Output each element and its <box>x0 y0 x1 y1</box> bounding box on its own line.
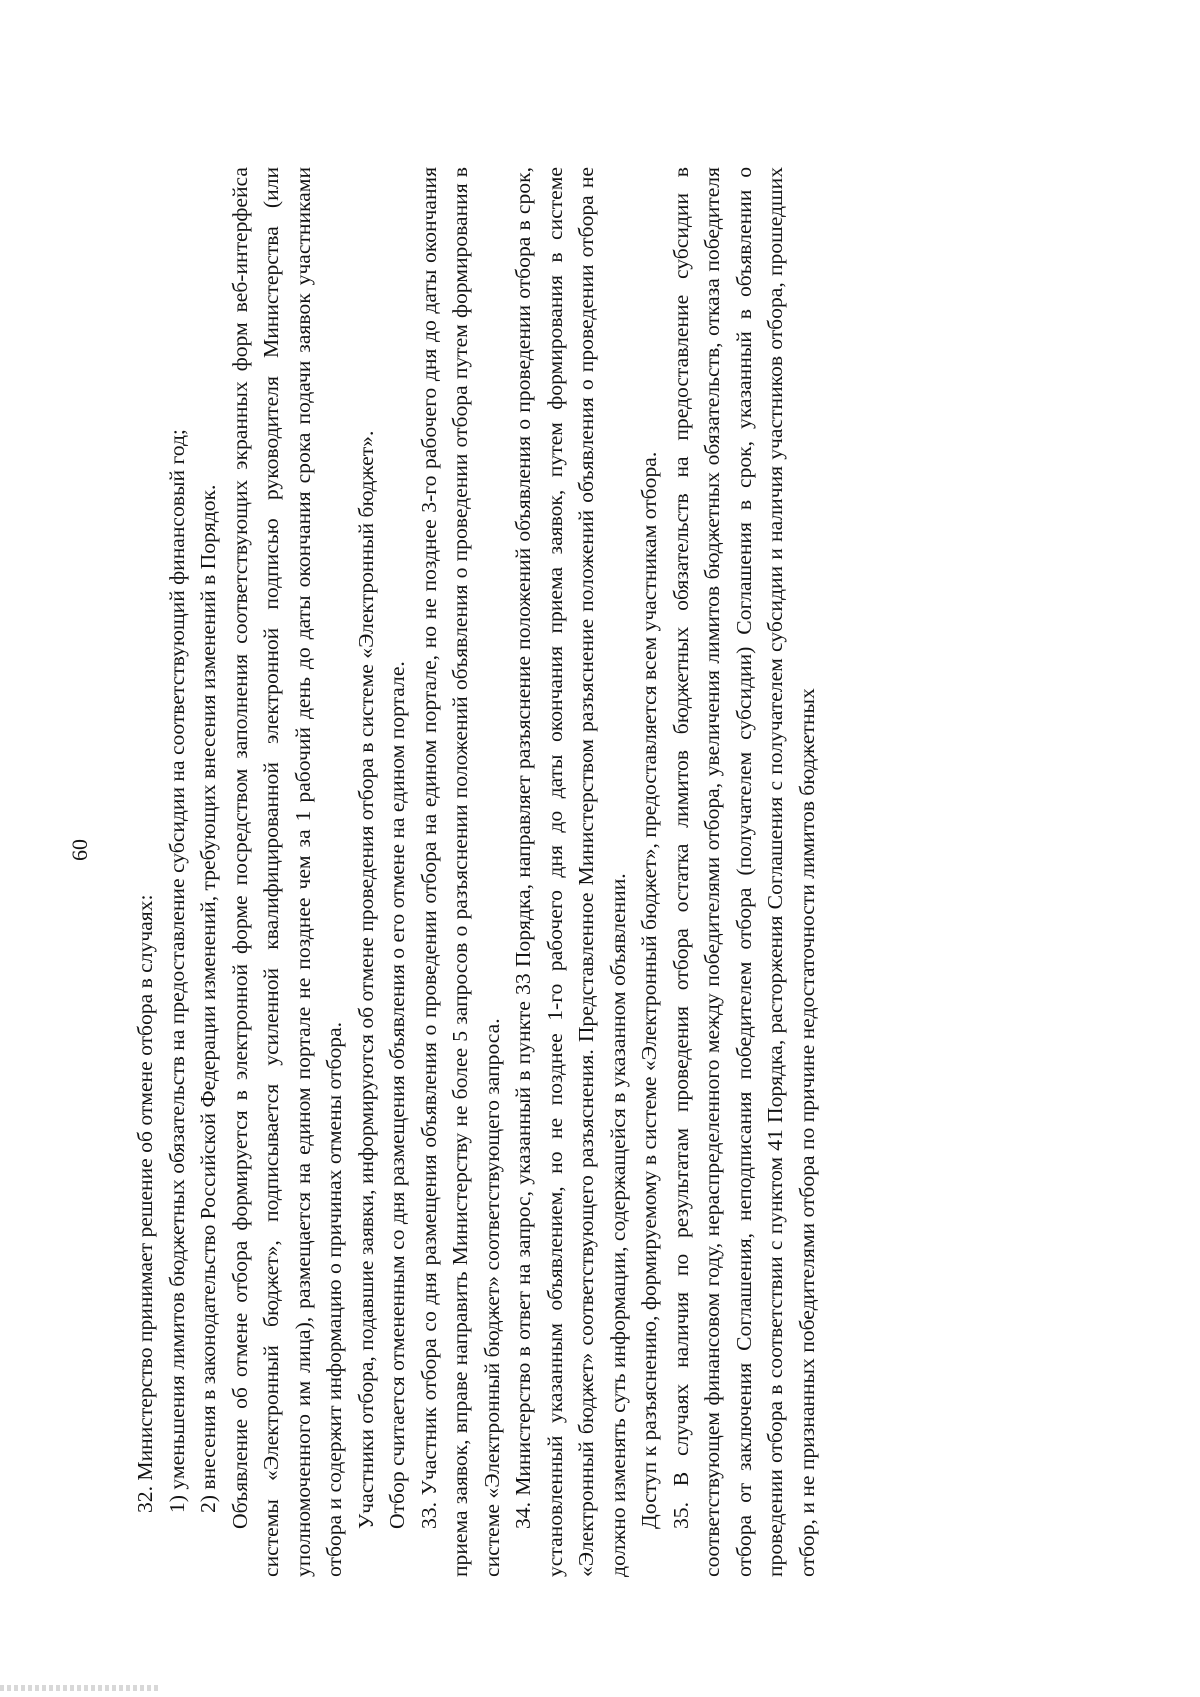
paragraph-selection-cancelled: Отбор считается отмененным со дня размещения объявления о его отмене на едином портале. <box>385 661 409 1529</box>
paragraph-32: 32. Министерство принимает решение об отмене отбора в случаях: <box>133 894 157 1513</box>
document-body <box>130 167 1130 1577</box>
scan-footer-mark <box>0 1685 160 1691</box>
paragraph-34: 34. Министерство в ответ на запрос, указанный в пункте 33 Порядка, направляет разъяснение положений объявления о проведении отбора в срок, установленный указанным объявлением, но не позднее 1-го рабочего дня до даты окончания приема заявок, путем формирования в системе «Электронный бюджет» соответствующего разъяснения. Представленное Министерством разъяснение положений объявления о проведении отбора не должно изменять суть информации, содержащейся в указанном объявлении. <box>511 167 630 1577</box>
paragraph-35: 35. В случаях наличия по результатам проведения отбора остатка лимитов бюджетных обязательств на предоставление субсидии в соответствующем финансовом году, нераспределенного между победителями отбора, увеличения лимитов бюджетных обязательств, отказа победителя отбора от заключения Соглашения, неподписания победителем отбора (получателем субсидии) Соглашения в срок, указанный в объявлении о проведении отбора в соответствии с пунктом 41 Порядка, расторжения Соглашения с получателем субсидии и наличия участников отбора, прошедших отбор, и не признанных победителями отбора по причине недостаточности лимитов бюджетных <box>668 167 819 1577</box>
paragraph-32-item-1: 1) уменьшения лимитов бюджетных обязательств на предоставление субсидии на соответствующий финансовый год; <box>164 429 189 1513</box>
paragraph-32-item-2: 2) внесения в законодательство Российской Федерации изменений, требующих внесения изменений в Порядок. <box>196 484 220 1513</box>
page-number: 60 <box>67 839 92 861</box>
paragraph-33: 33. Участник отбора со дня размещения объявления о проведении отбора на едином портале, но не позднее 3-го рабочего дня до даты окончания приема заявок, вправе направить Министерству не более 5 запросов о разъяснении положений объявления о проведении отбора путем формирования в системе «Электронный бюджет» соответствующего запроса. <box>416 167 504 1577</box>
paragraph-cancellation-notice: Объявление об отмене отбора формируется в электронной форме посредством заполнения соответствующих экранных форм веб-интерфейса системы «Электронный бюджет», подписывается усиленной квалифицированной электронной подписью руководителя Министерства (или уполномоченного им лица), размещается на едином портале не позднее чем за 1 рабочий день до даты окончания срока подачи заявок участниками отбора и содержит информацию о причинах отмены отбора. <box>227 167 346 1577</box>
paragraph-participants-informed: Участники отбора, подавшие заявки, информируются об отмене проведения отбора в системе «Электронный бюджет». <box>353 430 378 1529</box>
paragraph-access-clarification: Доступ к разъяснению, формируемому в системе «Электронный бюджет», предоставляется всем участникам отбора. <box>637 451 661 1529</box>
